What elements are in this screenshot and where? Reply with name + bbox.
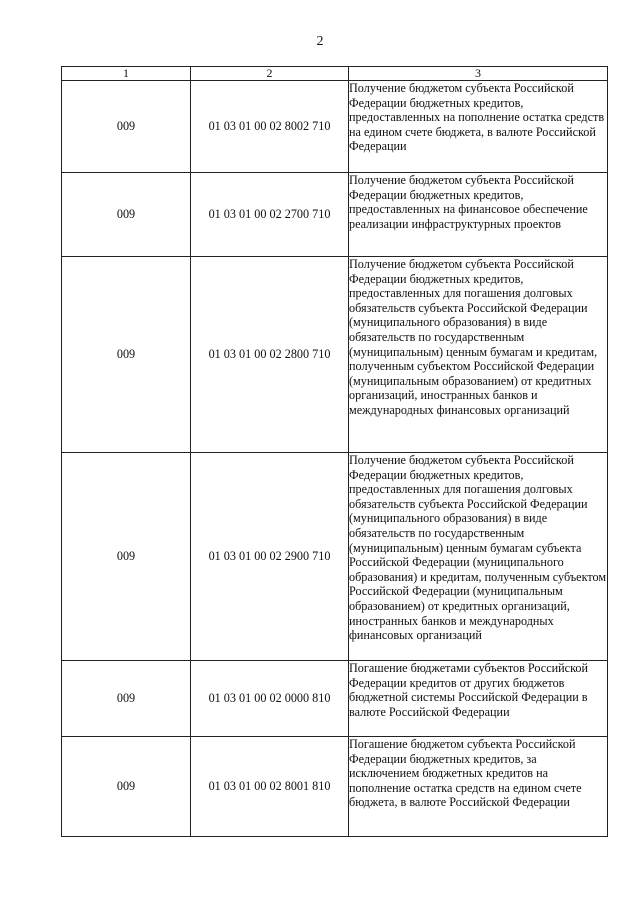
column-header-2: 2 xyxy=(191,67,349,81)
column-header-3: 3 xyxy=(349,67,608,81)
description-cell: Получение бюджетом субъекта Российской Федерации бюджетных кредитов, предоставленных для погашения долговых обязательств субъекта Российской Федерации (муниципального образования) в виде обязательств по государственным (муниципальным) ценным бумагам и кредитам, полученным субъектом Российской Федерации (муниципальным образованием) от кредитных организаций, иностранных банков и международных финансовых организаций xyxy=(349,257,608,453)
column-header-1: 1 xyxy=(62,67,191,81)
description-cell: Получение бюджетом субъекта Российской Федерации бюджетных кредитов, предоставленных на финансовое обеспечение реализации инфраструктурных проектов xyxy=(349,173,608,257)
table-row xyxy=(62,737,608,837)
admin-code-cell: 009 xyxy=(62,257,191,453)
kbk-code-cell: 01 03 01 00 02 8001 810 xyxy=(191,737,349,837)
kbk-code-cell: 01 03 01 00 02 2800 710 xyxy=(191,257,349,453)
kbk-code-cell: 01 03 01 00 02 2900 710 xyxy=(191,453,349,661)
budget-codes-table xyxy=(61,66,608,837)
admin-code-cell: 009 xyxy=(62,81,191,173)
kbk-code-cell: 01 03 01 00 02 8002 710 xyxy=(191,81,349,173)
page-number: 2 xyxy=(316,34,324,49)
table-row xyxy=(62,661,608,737)
table-row xyxy=(62,81,608,173)
kbk-code-cell: 01 03 01 00 02 0000 810 xyxy=(191,661,349,737)
description-cell: Погашение бюджетом субъекта Российской Федерации бюджетных кредитов, за исключением бюджетных кредитов на пополнение остатка средств на едином счете бюджета, в валюте Российской Федерации xyxy=(349,737,608,837)
admin-code-cell: 009 xyxy=(62,661,191,737)
table-row xyxy=(62,257,608,453)
description-cell: Получение бюджетом субъекта Российской Федерации бюджетных кредитов, предоставленных для погашения долговых обязательств субъекта Российской Федерации (муниципального образования) в виде обязательств по государственным (муниципальным) ценным бумагам субъекта Российской Федерации (муниципального образования) и кредитам, полученным субъектом Российской Федерации (муниципальным образованием) от кредитных организаций, иностранных банков и международных финансовых организаций xyxy=(349,453,608,661)
description-cell: Получение бюджетом субъекта Российской Федерации бюджетных кредитов, предоставленных на пополнение остатка средств на едином счете бюджета, в валюте Российской Федерации xyxy=(349,81,608,173)
description-cell: Погашение бюджетами субъектов Российской Федерации кредитов от других бюджетов бюджетной системы Российской Федерации в валюте Российской Федерации xyxy=(349,661,608,737)
admin-code-cell: 009 xyxy=(62,737,191,837)
admin-code-cell: 009 xyxy=(62,173,191,257)
table-header-row xyxy=(62,67,608,81)
table-row xyxy=(62,453,608,661)
admin-code-cell: 009 xyxy=(62,453,191,661)
kbk-code-cell: 01 03 01 00 02 2700 710 xyxy=(191,173,349,257)
table-row xyxy=(62,173,608,257)
